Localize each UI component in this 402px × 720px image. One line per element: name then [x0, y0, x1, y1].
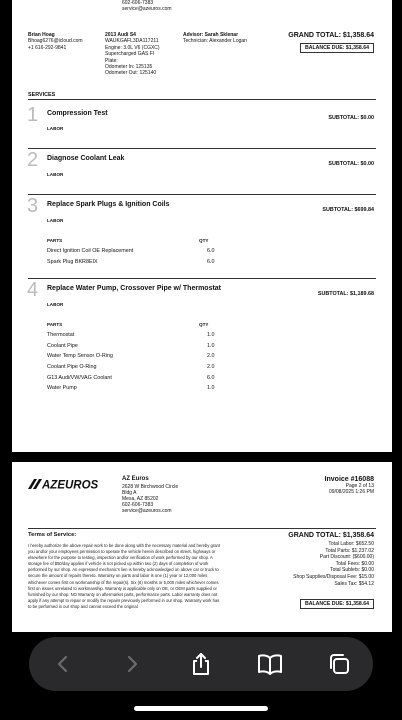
- divider: [28, 278, 376, 279]
- service-title: Diagnose Coolant Leak: [47, 155, 125, 162]
- part-name: Coolant Pipe O-Ring: [47, 364, 97, 370]
- vehicle-fuel: Supercharged GAS FI: [105, 51, 155, 58]
- sales-tax: Sales Tax: $54.12: [334, 580, 374, 587]
- vehicle-engine: Engine: 3.0L V6 (CGXC): [105, 44, 160, 51]
- service-subtotal: SUBTOTAL: $0.00: [328, 115, 374, 121]
- vehicle-title: 2013 Audi S4: [105, 32, 136, 38]
- invoice-page-1: [12, 0, 392, 452]
- terms-text: I hereby authorize the above repair work to be done along with the necessary material and hereby grant you and/or your employees permission to operate the vehicle herein described on street, highways or elsewhere for the purpose to testing, inspection and/or verification of work performed by our shop. A storage fee of $50/day applies if vehicle is not picked up within two (2) days of completion of work performed by our shop. An expressed mechanic's lien is hereby acknowledged on above car or truck to secure the amount of repairs thereto. Warranty on parts and labor is one (1) year or 12,000 miles whichever comes first on workmanship of the repair(s). Six (6) months or 5,000 miles whichever comes first on issues unrelated to workmanship. Warranty is applicable only on OE, or OEM parts supplied or furnished by our shop. NO Warranty on aftermarket parts, performance parts. Labor warranty does not apply if any attempt to repair or modify the repairs previously performed in our shop. Warranty work has to be performed in our shop and cannot exceed the original: [28, 543, 221, 609]
- part-qty: 6.0: [207, 259, 215, 265]
- divider: [28, 194, 376, 195]
- svg-text:AZEUROS: AZEUROS: [42, 479, 99, 490]
- service-number: 4: [27, 279, 39, 301]
- customer-email: Bhoag6276@icloud.com: [28, 38, 83, 45]
- part-qty: 1.0: [207, 385, 215, 391]
- part-row: [47, 248, 217, 254]
- divider: [28, 99, 376, 100]
- shop-phone: 602-606-7383: [122, 502, 154, 509]
- customer-name: Brian Hoag: [28, 32, 55, 38]
- parts-label: PARTS: [47, 322, 63, 327]
- labor-label: LABOR: [47, 126, 64, 131]
- vehicle-vin: WAUKGAFL3DA117211: [105, 38, 159, 45]
- shop-email: service@azeuros.com: [122, 6, 172, 13]
- shop-email: service@azeuros.com: [122, 508, 172, 515]
- forward-icon: [122, 654, 142, 674]
- part-row: [47, 259, 217, 265]
- total-parts: Total Parts: $1,237.02: [325, 547, 374, 554]
- part-name: Water Pump: [47, 385, 77, 391]
- service-title: Replace Spark Plugs & Ignition Coils: [47, 201, 170, 208]
- browser-toolbar: [29, 637, 373, 691]
- service-number: 2: [27, 149, 39, 171]
- part-qty: 2.0: [207, 364, 215, 370]
- part-row: [47, 385, 217, 391]
- service-number: 3: [27, 195, 39, 217]
- part-name: Thermostat: [47, 332, 75, 338]
- divider: [28, 148, 376, 149]
- grand-total: GRAND TOTAL: $1,358.64: [288, 32, 374, 39]
- advisor-info: [183, 32, 247, 45]
- share-button[interactable]: [181, 644, 221, 684]
- part-name: Coolant Pipe: [47, 343, 78, 349]
- services-heading: SERVICES: [28, 92, 56, 98]
- shop-name: AZ Euros: [122, 476, 149, 482]
- page-indicator: Page 2 of 13: [345, 483, 374, 489]
- shop-building: Bldg A: [122, 489, 137, 496]
- forward-button[interactable]: [112, 644, 152, 684]
- odometer-out: Odometer Out: 125140: [105, 70, 157, 77]
- vehicle-info: [105, 32, 160, 77]
- part-discount: Part Discount: ($600.00): [319, 554, 374, 561]
- tabs-button[interactable]: [319, 644, 359, 684]
- bookmarks-icon: [257, 653, 283, 675]
- service-number: 1: [27, 104, 39, 126]
- vehicle-plate: Plate:: [105, 57, 118, 64]
- part-qty: 1.0: [207, 343, 215, 349]
- parts-label: PARTS: [47, 238, 63, 243]
- shop-supplies-fee: Shop Supplies/Disposal Fee: $15.00: [293, 573, 374, 580]
- labor-label: LABOR: [47, 302, 64, 307]
- grand-total: GRAND TOTAL: $1,358.64: [288, 532, 374, 539]
- total-sublets: Total Sublets: $0.00: [330, 567, 374, 574]
- totals-block: [288, 532, 374, 587]
- part-qty: 2.0: [207, 353, 215, 359]
- invoice-date: 09/08/2025 1:26 PM: [328, 489, 374, 496]
- part-qty: 6.0: [207, 248, 215, 254]
- balance-due: BALANCE DUE: $1,358.64: [300, 43, 374, 53]
- tabs-icon: [327, 652, 351, 676]
- share-icon: [190, 652, 212, 676]
- bookmarks-button[interactable]: [250, 644, 290, 684]
- az-euros-logo: [28, 478, 114, 490]
- odometer-in: Odometer In: 125135: [105, 64, 153, 71]
- part-row: [47, 332, 217, 338]
- service-subtotal: SUBTOTAL: $1,189.68: [317, 291, 374, 297]
- customer-phone: +1 616-292-9841: [28, 44, 67, 51]
- service-title: Compression Test: [47, 110, 108, 117]
- shop-street: 2628 W Birchwood Circle: [122, 483, 179, 490]
- shop-city: Mesa, AZ 85202: [122, 496, 159, 502]
- part-name: Water Temp Sensor O-Ring: [47, 353, 113, 359]
- divider: [28, 528, 376, 529]
- invoice-number: Invoice #16088: [324, 476, 374, 483]
- shop-contact-top: [122, 0, 172, 12]
- back-button[interactable]: [43, 644, 83, 684]
- shop-address: [122, 476, 178, 515]
- customer-info: [28, 32, 83, 51]
- service-subtotal: SUBTOTAL: $0.00: [328, 161, 374, 167]
- total-labor: Total Labor: $652.50: [328, 541, 374, 547]
- home-indicator[interactable]: [134, 706, 268, 711]
- qty-label: QTY: [199, 238, 209, 243]
- balance-due: BALANCE DUE: $1,358.64: [300, 599, 374, 609]
- invoice-page-2: [12, 462, 392, 632]
- technician-name: Technician: Alexander Logan: [183, 38, 247, 45]
- part-name: Spark Plug BKR8EIX: [47, 259, 98, 265]
- terms-heading: Terms of Service:: [28, 532, 77, 538]
- shop-phone: 602-606-7383: [122, 0, 154, 6]
- service-subtotal: SUBTOTAL: $699.84: [322, 207, 374, 213]
- qty-label: QTY: [199, 322, 209, 327]
- part-row: [47, 343, 217, 349]
- part-name: Direct Ignition Coil OE Replacement: [47, 248, 134, 254]
- advisor-name: Advisor: Sarah Sklenar: [183, 32, 239, 38]
- labor-label: LABOR: [47, 172, 64, 177]
- back-icon: [53, 654, 73, 674]
- part-qty: 6.0: [207, 375, 215, 381]
- part-row: [47, 364, 217, 370]
- part-qty: 1.0: [207, 332, 215, 338]
- part-name: G13 Audi/VW/VAG Coolant: [47, 375, 112, 381]
- total-fees: Total Fees: $0.00: [335, 560, 374, 567]
- invoice-meta: [325, 476, 374, 496]
- labor-label: LABOR: [47, 218, 64, 223]
- part-row: [47, 375, 217, 381]
- service-title: Replace Water Pump, Crossover Pipe w/ Thermostat: [47, 285, 222, 292]
- part-row: [47, 353, 217, 359]
